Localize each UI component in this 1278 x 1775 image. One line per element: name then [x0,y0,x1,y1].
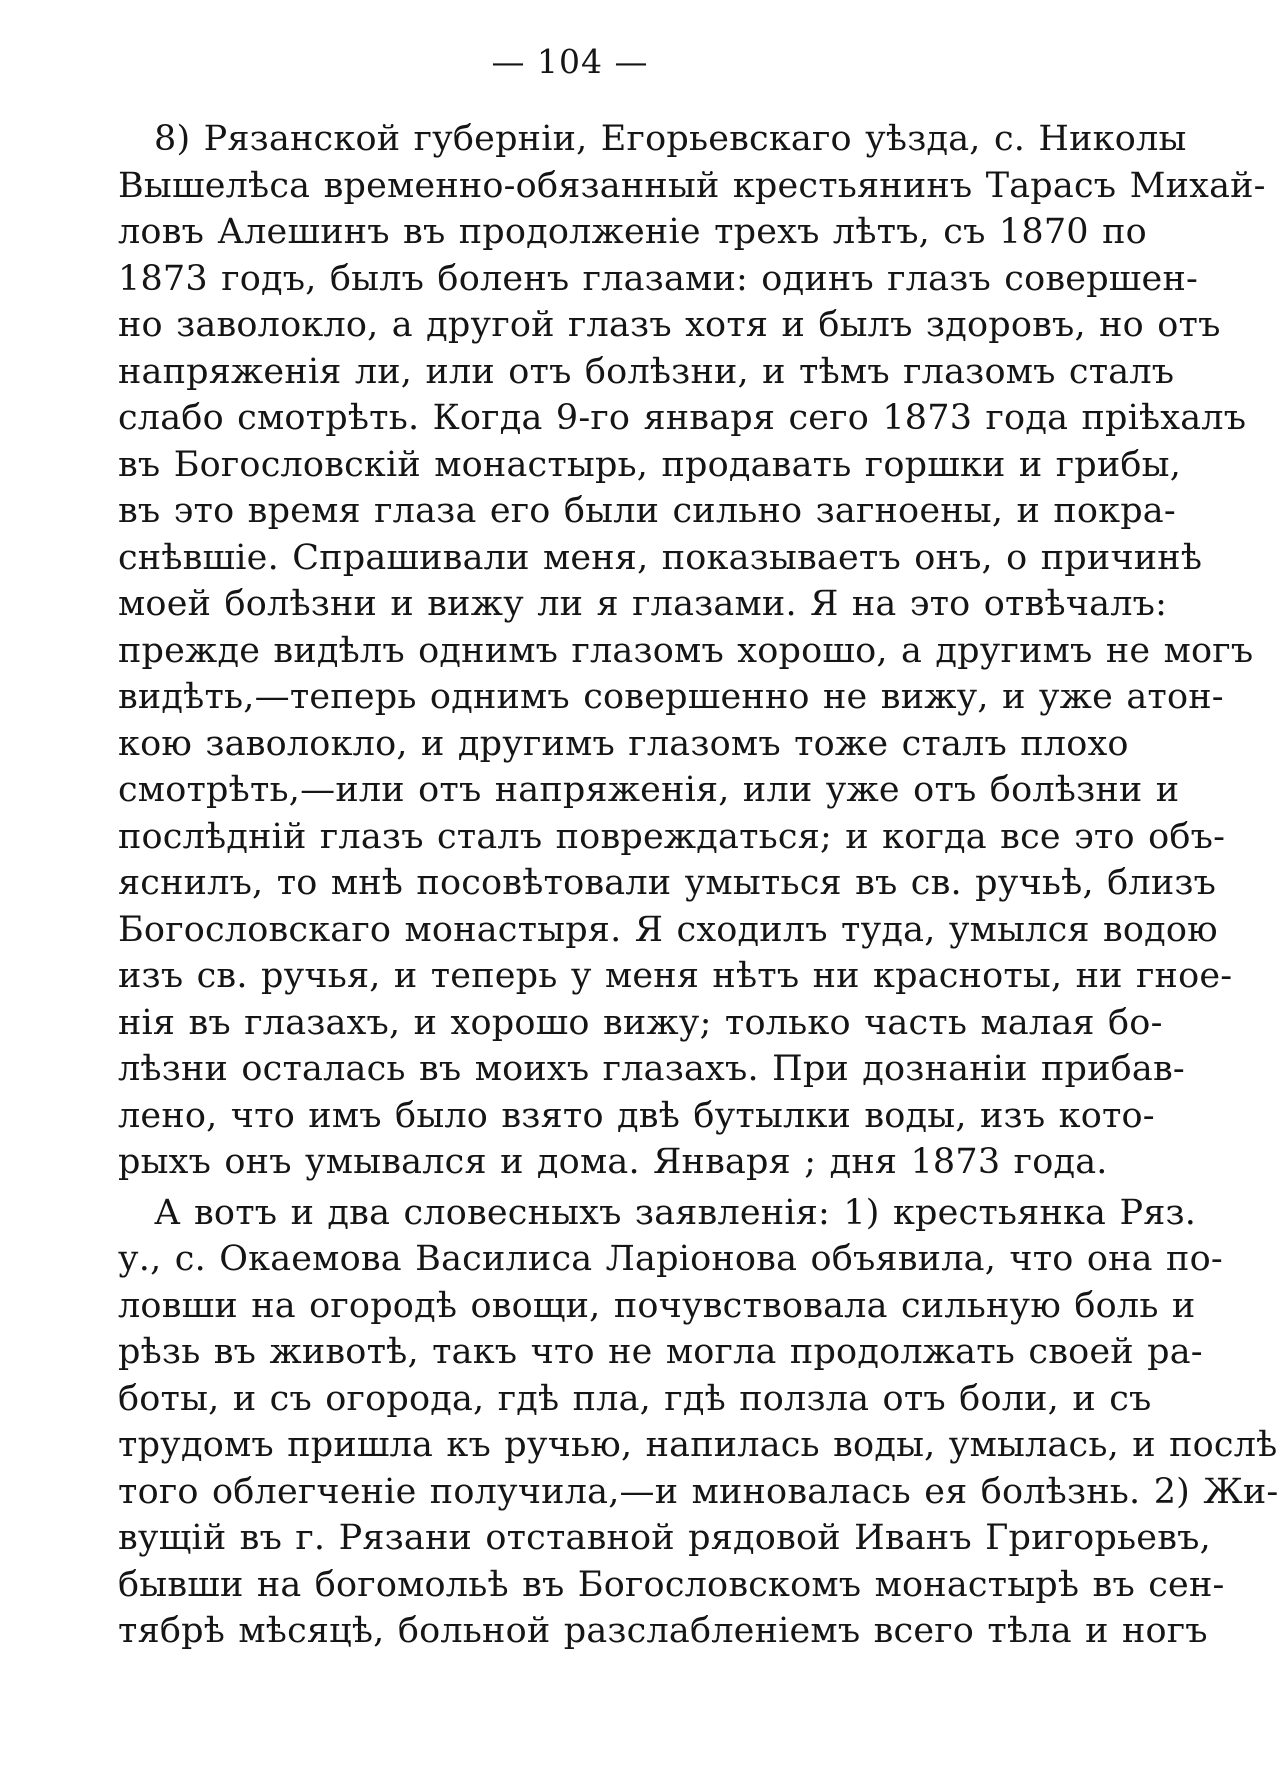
text-line: Богословскаго монастыря. Я сходилъ туда, умылся водою [118,909,1218,950]
text-line: Вышелѣса временно-обязанный крестьянинъ Тарасъ Михай- [118,165,1266,206]
text-line: яснилъ, то мнѣ посовѣтовали умыться въ св. ручьѣ, близъ [118,863,1217,903]
text-line: вущій въ г. Рязани отставной рядовой Иванъ Григорьевъ, [118,1518,1211,1558]
text-line: ловъ Алешинъ въ продолженіе трехъ лѣтъ, съ 1870 по [118,212,1147,252]
text-line: снѣвшіе. Спрашивали меня, показываетъ онъ, о причинѣ [118,537,1203,578]
text-line: рѣзь въ животѣ, такъ что не могла продолжать своей ра- [118,1332,1203,1372]
text-line: боты, и съ огорода, гдѣ пла, гдѣ ползла отъ боли, и съ [118,1378,1152,1419]
text-line: лено, что имъ было взято двѣ бутылки воды, изъ кото- [118,1095,1155,1136]
text-line: въ это время глаза его были сильно загноены, и покра- [118,491,1176,531]
text-line: 8) Рязанской губерніи, Егорьевскаго уѣзда, с. Николы [154,119,1187,159]
text-line: въ Богословскій монастырь, продавать горшки и грибы, [118,444,1182,485]
text-line: того облегченіе получила,—и миновалась ея болѣзнь. 2) Жи- [118,1471,1278,1512]
text-line: А вотъ и два словесныхъ заявленія: 1) крестьянка Ряз. [154,1192,1197,1233]
page-number: — 104 — [491,42,649,81]
text-line: моей болѣзни и вижу ли я глазами. Я на это отвѣчалъ: [118,584,1168,624]
text-line: изъ св. ручья, и теперь у меня нѣтъ ни красноты, ни гное- [118,956,1233,996]
text-line: бывши на богомольѣ въ Богословскомъ монастырѣ въ сен- [118,1564,1225,1605]
text-line: напряженія ли, или отъ болѣзни, и тѣмъ глазомъ сталъ [118,351,1175,392]
text-line: прежде видѣлъ однимъ глазомъ хорошо, а другимъ не могъ [118,630,1254,671]
text-line: ловши на огородѣ овощи, почувствовала сильную боль и [118,1285,1196,1326]
text-line: тябрѣ мѣсяцѣ, больной разслабленіемъ всего тѣла и ногъ [118,1611,1208,1651]
text-line: у., с. Окаемова Василиса Ларіонова объявила, что она по- [118,1239,1223,1279]
text-line: рыхъ онъ умывался и дома. Января ; дня 1873 года. [118,1142,1108,1182]
text-line: трудомъ пришла къ ручью, напилась воды, умылась, и послѣ [118,1425,1278,1465]
text-line: послѣдній глазъ сталъ повреждаться; и когда все это объ- [118,816,1226,857]
text-line: лѣзни осталась въ моихъ глазахъ. При дознаніи прибав- [118,1049,1185,1089]
text-line: кою заволокло, и другимъ глазомъ тоже сталъ плохо [118,723,1129,764]
text-line: смотрѣть,—или отъ напряженія, или уже отъ болѣзни и [118,770,1180,810]
text-line: видѣть,—теперь однимъ совершенно не вижу, и уже атон- [118,677,1224,717]
text-line: но заволокло, а другой глазъ хотя и былъ здоровъ, но отъ [118,305,1221,345]
text-line: нія въ глазахъ, и хорошо вижу; только часть малая бо- [118,1002,1163,1043]
text-line: 1873 годъ, былъ боленъ глазами: одинъ глазъ совершен- [118,258,1199,299]
text-line: слабо смотрѣть. Когда 9-го января сего 1873 года пріѣхалъ [118,398,1247,438]
body-text [118,116,1278,1655]
